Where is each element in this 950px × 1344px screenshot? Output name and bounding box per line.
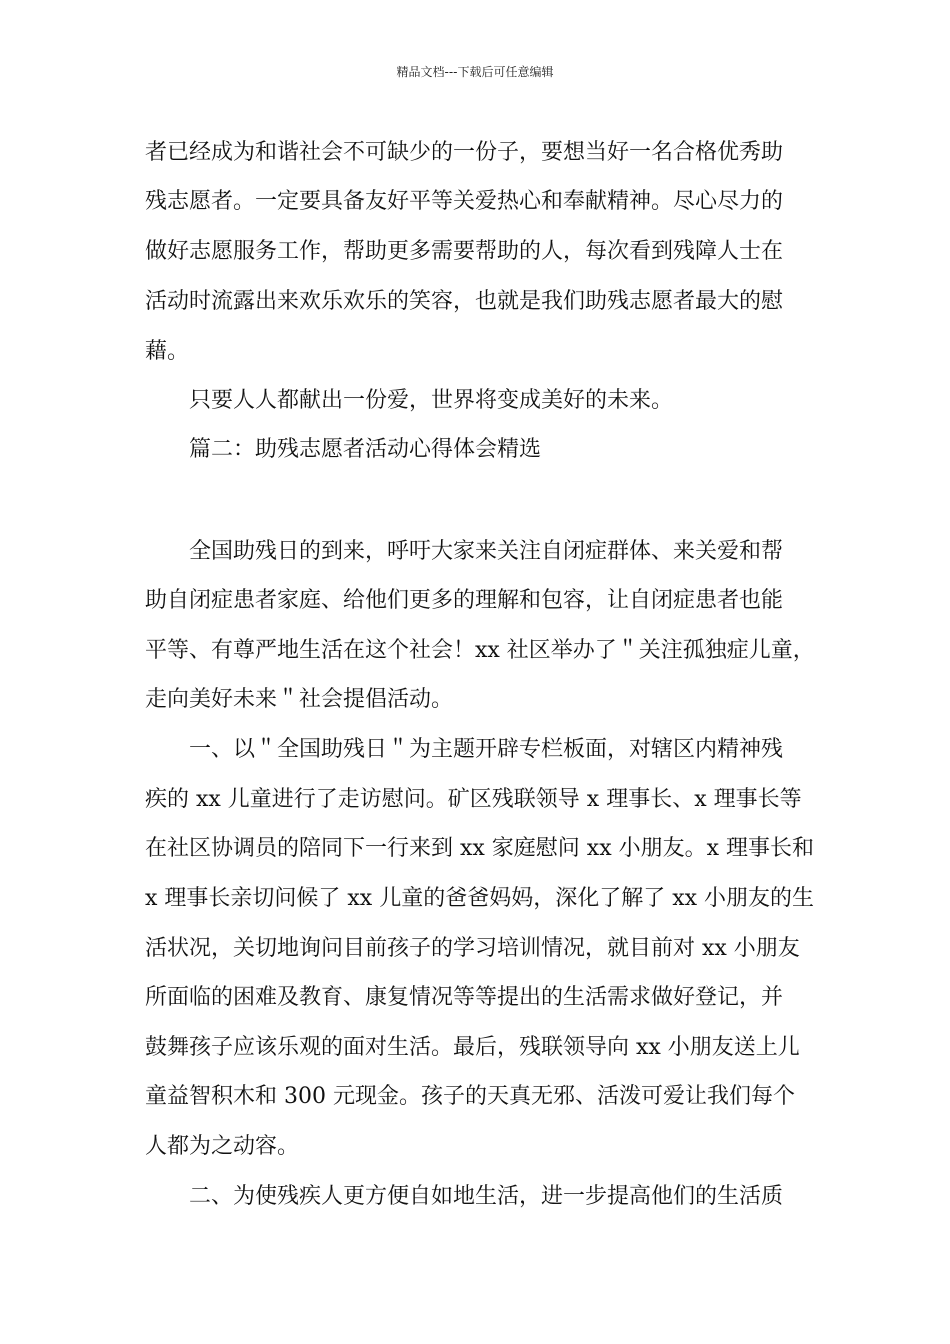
paragraph-line: 残志愿者。一定要具备友好平等关爱热心和奉献精神。尽心尽力的: [145, 189, 784, 214]
paragraph-line: 全国助残日的到来，呼吁大家来关注自闭症群体、来关爱和帮: [189, 539, 784, 564]
paragraph-line: 只要人人都献出一份爱，世界将变成美好的未来。: [189, 388, 674, 413]
paragraph-line: 者已经成为和谐社会不可缺少的一份子，要想当好一名合格优秀助: [145, 140, 784, 165]
paragraph-line: 活状况，关切地询问目前孩子的学习培训情况，就目前对 xx 小朋友: [145, 936, 800, 961]
paragraph-line: x 理事长亲切问候了 xx 儿童的爸爸妈妈，深化了解了 xx 小朋友的生: [145, 886, 815, 911]
paragraph-line: 做好志愿服务工作，帮助更多需要帮助的人，每次看到残障人士在: [145, 239, 784, 264]
paragraph-line: 一、以＂全国助残日＂为主题开辟专栏板面，对辖区内精神残: [189, 737, 784, 762]
paragraph-line: 疾的 xx 儿童进行了走访慰问。矿区残联领导 x 理事长、x 理事长等: [145, 787, 802, 812]
paragraph-line: 活动时流露出来欢乐欢乐的笑容，也就是我们助残志愿者最大的慰: [145, 289, 784, 314]
section-heading: 篇二：助残志愿者活动心得体会精选: [189, 437, 542, 462]
paragraph-line: 在社区协调员的陪同下一行来到 xx 家庭慰问 xx 小朋友。x 理事长和: [145, 836, 815, 861]
paragraph-line: 童益智积木和 300 元现金。孩子的天真无邪、活泼可爱让我们每个: [145, 1084, 795, 1109]
paragraph-line: 所面临的困难及教育、康复情况等等提出的生活需求做好登记，并: [145, 985, 784, 1010]
paragraph-line: 藉。: [145, 339, 190, 364]
page-header: 精品文档---下载后可任意编辑: [396, 65, 554, 79]
paragraph-line: 人都为之动容。: [145, 1134, 300, 1159]
paragraph-line: 平等、有尊严地生活在这个社会！xx 社区举办了＂关注孤独症儿童，: [145, 638, 815, 663]
paragraph-line: 助自闭症患者家庭、给他们更多的理解和包容，让自闭症患者也能: [145, 588, 784, 613]
paragraph-line: 走向美好未来＂社会提倡活动。: [145, 687, 454, 712]
paragraph-line: 鼓舞孩子应该乐观的面对生活。最后，残联领导向 xx 小朋友送上儿: [145, 1035, 800, 1060]
paragraph-line: 二、为使残疾人更方便自如地生活，进一步提高他们的生活质: [189, 1184, 784, 1209]
